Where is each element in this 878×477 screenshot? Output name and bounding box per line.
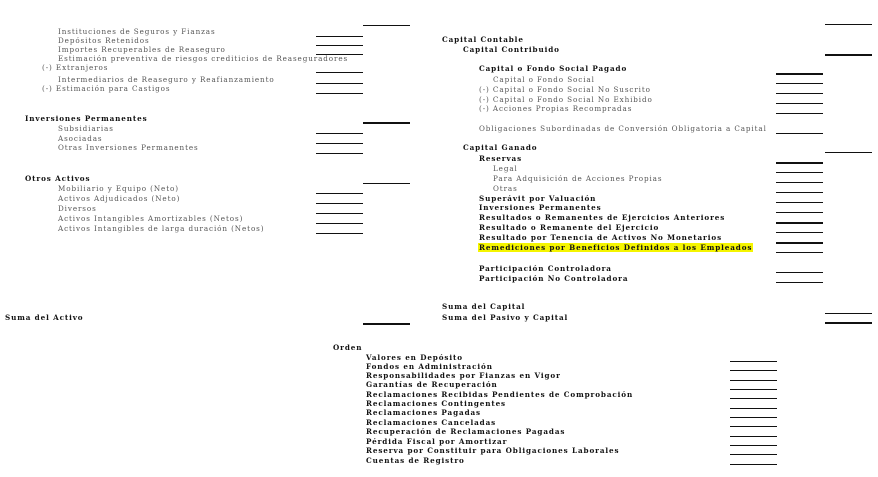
total-rule (363, 323, 410, 325)
total-rule (825, 322, 872, 324)
amount-rule (776, 242, 823, 244)
list-item: Reclamaciones Contingentes (366, 399, 507, 408)
line-item: Subsidiarias (58, 124, 114, 133)
line-item: Otras (493, 184, 518, 193)
amount-rule (316, 223, 363, 224)
line-item: Obligaciones Subordinadas de Conversión Obligatoria a Capital (479, 124, 767, 133)
list-item: Reclamaciones Pagadas (366, 408, 482, 417)
amount-rule (316, 133, 363, 134)
list-item: Reserva por Constituir para Obligaciones Laborales (366, 446, 620, 455)
line-item: Inversiones Permanentes (479, 203, 602, 212)
amount-rule (730, 370, 777, 371)
amount-rule (730, 454, 777, 455)
section-heading: Capital Ganado (463, 143, 538, 152)
rule-left-top (363, 25, 410, 26)
amount-rule (776, 103, 823, 104)
line-item: (-) Capital o Fondo Social No Suscrito (479, 85, 651, 94)
section-heading: Inversiones Permanentes (25, 114, 148, 123)
line-item: (-) Extranjeros (42, 63, 109, 72)
line-item: Otras Inversiones Permanentes (58, 143, 199, 152)
amount-rule (316, 36, 363, 37)
amount-rule (316, 143, 363, 144)
line-item: Legal (493, 164, 518, 173)
subsection-heading: Reservas (479, 154, 523, 163)
amount-rule (776, 282, 823, 283)
total-rule (825, 313, 872, 314)
amount-rule (776, 182, 823, 183)
amount-rule (316, 233, 363, 234)
amount-rule (316, 93, 363, 94)
amount-rule (776, 172, 823, 173)
amount-rule (776, 222, 823, 224)
amount-rule (316, 193, 363, 194)
section-heading: Orden (333, 343, 363, 352)
line-item: Participación Controladora (479, 264, 612, 273)
list-item: Fondos en Administración (366, 362, 493, 371)
section-total-rule (825, 54, 872, 56)
list-item: Cuentas de Registro (366, 456, 465, 465)
total-label: Suma del Activo (5, 313, 84, 322)
line-item: Instituciones de Seguros y Fianzas (58, 27, 216, 36)
line-item: Importes Recuperables de Reaseguro (58, 45, 226, 54)
amount-rule (316, 54, 363, 55)
amount-rule (316, 203, 363, 204)
amount-rule (730, 464, 777, 465)
line-item: (-) Capital o Fondo Social No Exhibido (479, 95, 653, 104)
line-item: Participación No Controladora (479, 274, 629, 283)
line-item: Resultado o Remanente del Ejercicio (479, 223, 660, 232)
amount-rule (776, 202, 823, 203)
line-item: Depósitos Retenidos (58, 36, 150, 45)
amount-rule (730, 436, 777, 437)
line-item: Mobiliario y Equipo (Neto) (58, 184, 179, 193)
amount-rule (776, 83, 823, 84)
list-item: Valores en Depósito (366, 353, 463, 362)
line-item: Capital o Fondo Social (493, 75, 595, 84)
amount-rule (730, 408, 777, 409)
subsection-rule (776, 73, 823, 75)
rule-right-top (825, 24, 872, 25)
list-item: Pérdida Fiscal por Amortizar (366, 437, 508, 446)
amount-rule (776, 252, 823, 253)
amount-rule (776, 272, 823, 273)
list-item: Reclamaciones Recibidas Pendientes de Comprobación (366, 390, 634, 399)
section-heading: Capital Contable (442, 35, 524, 44)
amount-rule (776, 192, 823, 193)
list-item: Garantías de Recuperación (366, 380, 498, 389)
amount-rule (776, 232, 823, 233)
line-item: Activos Adjudicados (Neto) (58, 194, 181, 203)
line-item: Intermediarios de Reaseguro y Reafianzamiento (58, 75, 275, 84)
amount-rule (730, 361, 777, 362)
amount-rule (316, 72, 363, 73)
amount-rule (776, 212, 823, 213)
line-item: Asociadas (58, 134, 103, 143)
section-heading: Otros Activos (25, 174, 91, 183)
line-item: Activos Intangibles Amortizables (Netos) (58, 214, 244, 223)
amount-rule (316, 213, 363, 214)
highlighted-line-item: Remediciones por Beneficios Definidos a los Empleados (479, 243, 753, 252)
amount-rule (776, 113, 823, 114)
section-total-rule (363, 122, 410, 124)
amount-rule (316, 45, 363, 46)
line-item: (-) Estimación para Castigos (42, 84, 171, 93)
section-total-rule (363, 183, 410, 184)
line-item: (-) Acciones Propias Recompradas (479, 104, 633, 113)
section-total-rule (825, 152, 872, 153)
line-item: Diversos (58, 204, 97, 213)
amount-rule (776, 93, 823, 94)
amount-rule (776, 133, 823, 134)
line-item: Activos Intangibles de larga duración (Netos) (58, 224, 265, 233)
total-label: Suma del Capital (442, 302, 526, 311)
amount-rule (730, 380, 777, 381)
amount-rule (316, 153, 363, 154)
amount-rule (316, 83, 363, 84)
amount-rule (730, 389, 777, 390)
subsection-rule (776, 162, 823, 164)
amount-rule (730, 426, 777, 427)
line-item: Superávit por Valuación (479, 194, 597, 203)
amount-rule (730, 417, 777, 418)
line-item: Resultados o Remanentes de Ejercicios Anteriores (479, 213, 726, 222)
list-item: Recuperación de Reclamaciones Pagadas (366, 427, 566, 436)
section-heading: Capital Contribuido (463, 45, 560, 54)
amount-rule (730, 445, 777, 446)
line-item: Para Adquisición de Acciones Propias (493, 174, 663, 183)
subsection-heading: Capital o Fondo Social Pagado (479, 64, 628, 73)
amount-rule (730, 398, 777, 399)
line-item: Estimación preventiva de riesgos crediticios de Reaseguradores (58, 54, 349, 63)
line-item: Resultado por Tenencia de Activos No Monetarios (479, 233, 723, 242)
total-label: Suma del Pasivo y Capital (442, 313, 569, 322)
list-item: Responsabilidades por Fianzas en Vigor (366, 371, 561, 380)
list-item: Reclamaciones Canceladas (366, 418, 497, 427)
